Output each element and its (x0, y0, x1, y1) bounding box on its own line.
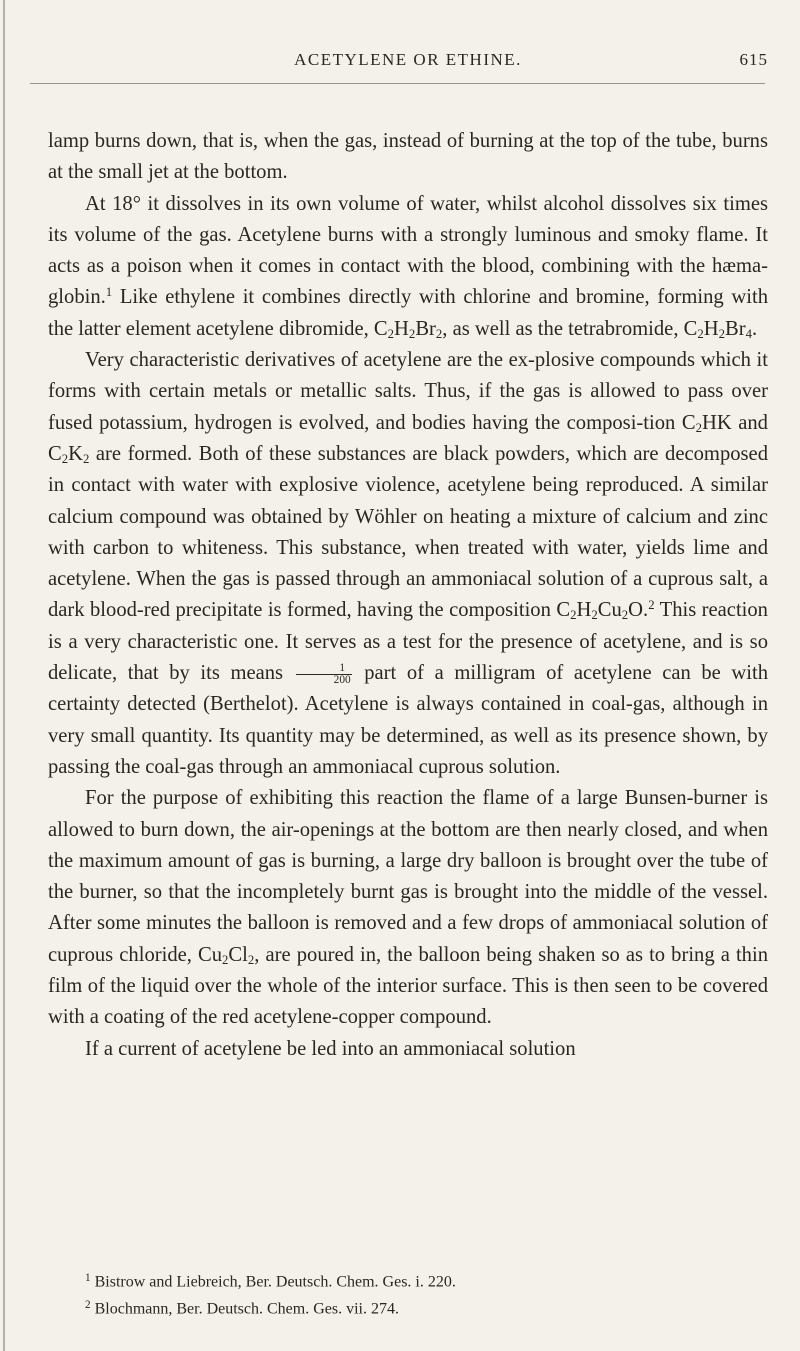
running-head: ACETYLENE OR ETHINE. (294, 50, 522, 69)
body-text (48, 126, 768, 1065)
footnotes (48, 1267, 768, 1320)
footnote: $^1$ Bistrow and Liebreich, Ber. Deutsch. Chem. Ges. i. 220. (85, 1272, 456, 1291)
page-header (48, 46, 768, 86)
header-rule (30, 83, 765, 84)
page-number: 615 (739, 50, 768, 69)
paragraph-continued: lamp burns down, that is, when the gas, instead of burning at the top of the tube, burns at the small jet at the bottom. (48, 130, 768, 184)
fraction: $\frac{1}{200}$ (296, 663, 352, 687)
paragraph-derivatives: Very characteristic derivatives of acetylene are the ex-plosive compounds which it forms with certain metals or metallic salts. Thus, if the gas is allowed to pass over fused potassium, hydrogen is evolved, and bodies having the composi-tion $C_2HK$ and $C_2K_2$ are formed. Both of these substances are black powders, which are decomposed in contact with water with explosive violence, acetylene being reproduced. A similar calcium compound was obtained by Wöhler on heating a mixture of calcium and zinc with carbon to whiteness. This substance, when treated with water, yields lime and acetylene. When the gas is passed through an ammoniacal solution of a cuprous salt, a dark blood-red precipitate is formed, having the composition $C_2H_2Cu_2O.^2$ This reaction is a very characteristic one. It serves as a test for the presence of acetylene, and is so delicate, that by its means $\frac{1}{200}$ part of a milligram of acetylene can be with certainty detected (Berthelot). Acetylene is always contained in coal-gas, although in very small quantity. Its quantity may be determined, as well as its presence shown, by passing the coal-gas through an ammoniacal cuprous solution. (48, 349, 768, 778)
footnote-ref-2: 2 (648, 598, 655, 613)
paragraph-current: If a current of acetylene be led into an ammoniacal solution (85, 1037, 576, 1060)
footnote: $^2$ Blochmann, Ber. Deutsch. Chem. Ges. vii. 274. (85, 1298, 399, 1318)
paragraph-experiment: For the purpose of exhibiting this reaction the flame of a large Bunsen-burner is allowed to burn down, the air-openings at the bottom are then nearly closed, and when the maximum amount of gas is burning, a large dry balloon is brought over the tube of the burner, so that the incompletely burnt gas is brought into the middle of the vessel. After some minutes the balloon is removed and a few drops of ammoniacal solution of cuprous chloride, $Cu_2Cl_2$, are poured in, the balloon being shaken so as to bring a thin film of the liquid over the whole of the interior surface. This is then seen to be covered with a coating of the red acetylene-copper compound. (48, 787, 768, 1029)
page-edge (3, 0, 5, 1351)
footnote-ref-1: 1 (105, 285, 113, 300)
paragraph-solubility: At 18° it dissolves in its own volume of water, whilst alcohol dissolves six times its volume of the gas. Acetylene burns with a strongly luminous and smoky flame. It acts as a poison when it comes in contact with the blood, combining with the hæma-globin.$^1$ Like ethylene it combines directly with chlorine and bromine, forming with the latter element acetylene dibromide, $C_2H_2Br_2$, as well as the tetrabromide, $C_2H_2Br_4$. (48, 192, 768, 341)
